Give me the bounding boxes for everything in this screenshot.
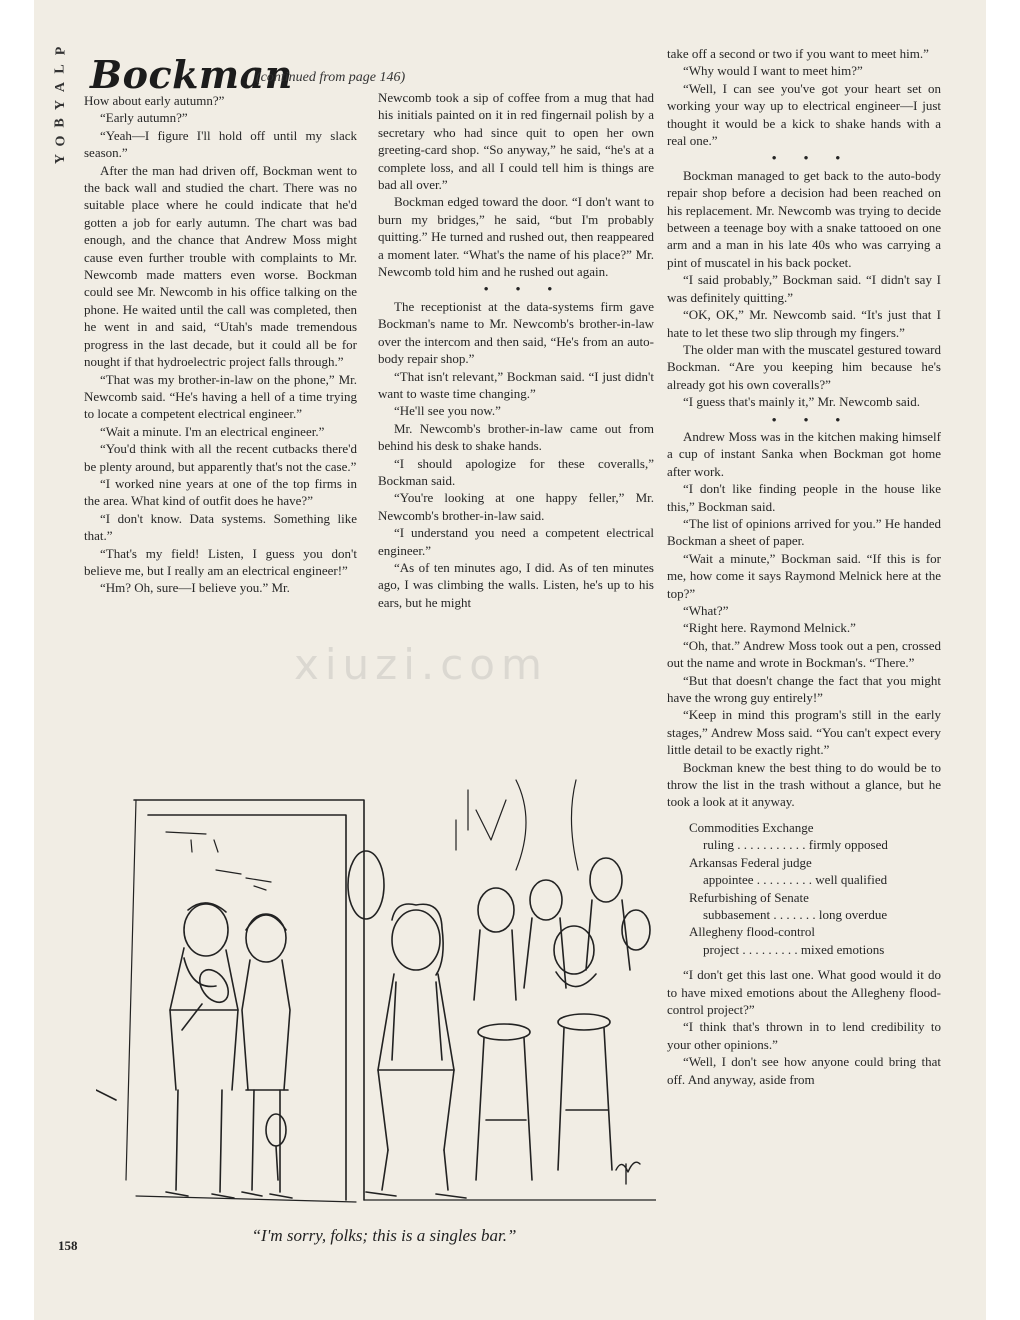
paragraph: take off a second or two if you want to meet him.” [667, 46, 929, 61]
story-title: Bockman [90, 52, 293, 97]
opinion-topic: Refurbishing of Senate [689, 889, 809, 905]
paragraph: “Well, I can see you've got your heart set on working your way up to electrical engineer—I just thought it would be a kick to shake hands with a real one.” [667, 80, 941, 149]
paragraph: “Yeah—I figure I'll hold off until my slack season.” [84, 127, 357, 161]
sidebar-letter: Y [53, 153, 68, 165]
cartoon-illustration [96, 760, 656, 1205]
opinion-list [667, 819, 941, 958]
paragraph: “Hm? Oh, sure—I believe you.” Mr. [100, 580, 290, 596]
section-break: • • • [771, 411, 853, 427]
paragraph: “The list of opinions arrived for you.” He handed Bockman a sheet of paper. [667, 515, 941, 549]
opinion-value: subbasement . . . . . . . long overdue [703, 906, 888, 922]
column-2-part-1 [378, 89, 654, 280]
page-number: 158 [58, 1238, 78, 1253]
paragraph: The receptionist at the data-systems firm gave Bockman's name to Mr. Newcomb's brother-in-law over the intercom and then said, “He's from an auto-body repair shop.” [378, 298, 654, 367]
paragraph: “I don't know. Data systems. Something like that.” [84, 510, 357, 544]
artist-signature [616, 1162, 640, 1184]
magazine-page [34, 0, 986, 1320]
door-frame [134, 800, 364, 1200]
paragraph: “Well, I don't see how anyone could bring that off. And anyway, aside from [667, 1054, 941, 1087]
paragraph: “Early autumn?” [100, 110, 188, 126]
column-2-part-2 [378, 298, 654, 611]
paragraph: “I don't get this last one. What good would it do to have mixed emotions about the Allegheny flood-control project?” [667, 967, 941, 1017]
round-window [348, 851, 384, 919]
sidebar-letter: P [53, 46, 68, 56]
text-column-3 [667, 45, 941, 1088]
paragraph: “Why would I want to meet him?” [683, 63, 863, 79]
cartoon-caption: “I'm sorry, folks; this is a singles bar.” [251, 1226, 517, 1245]
paragraph: Bockman knew the best thing to do would be to throw the list in the trash without a glance, but he took a look at it anyway. [667, 759, 941, 810]
sidebar-letter: B [53, 118, 68, 128]
bar-stools [476, 1014, 612, 1180]
paragraph: “I understand you need a competent electrical engineer.” [378, 525, 654, 558]
paragraph: “Wait a minute. I'm an electrical engineer.” [100, 423, 325, 439]
section-break: • • • [771, 150, 853, 166]
opinion-topic: Allegheny flood-control [689, 924, 815, 940]
paragraph: “As of ten minutes ago, I did. As of ten minutes ago, I was climbing the walls. Listen, he's up to his ears, but he might [378, 559, 654, 610]
paragraph: “I guess that's mainly it,” Mr. Newcomb said. [683, 394, 921, 410]
paragraph: “I think that's thrown in to lend credibility to your other opinions.” [667, 1019, 941, 1052]
paragraph: How about early autumn?” [84, 93, 225, 108]
text-column-2 [378, 89, 654, 611]
text-column-1 [84, 92, 357, 597]
paragraph: “You'd think with all the recent cutbacks there'd be plenty around, but apparently that's not the case.” [84, 441, 357, 474]
paragraph: “OK, OK,” Mr. Newcomb said. “It's just that I hate to let these two slip through my fingers.” [667, 307, 941, 340]
paragraph: Newcomb took a sip of coffee from a mug that had his initials painted on it in red fingernail polish by a secretary who had since quit to open her own greeting-card shop. “So anyway,” he said, “he's at a complete loss, and all I could tell him is things are bad all over.” [378, 90, 654, 193]
column-3-part-3 [667, 428, 941, 811]
column-3-part-4 [667, 966, 941, 1088]
bar-counter [456, 780, 578, 870]
bar-patrons [474, 858, 650, 1000]
paragraph: Bockman managed to get back to the auto-body repair shop before a decision had been reached on his replacement. Mr. Newcomb was trying to decide between a teenage boy with a snake tattooed on one arm and a man in his late 40s who was carrying a pint of muscatel in his back pocket. [667, 167, 941, 270]
tennis-player-woman [242, 914, 292, 1198]
opinion-value: appointee . . . . . . . . . well qualified [703, 872, 888, 888]
paragraph: “But that doesn't change the fact that you might have the wrong guy entirely!” [667, 672, 941, 706]
sidebar-letter: L [53, 64, 68, 74]
paragraph: “Keep in mind this program's still in the early stages,” Andrew Moss said. “You can't expect every little detail to be exactly right.” [667, 707, 941, 758]
opinion-value: ruling . . . . . . . . . . . firmly opposed [703, 837, 888, 853]
paragraph: “Right here. Raymond Melnick.” [683, 620, 856, 636]
paragraph: “Wait a minute,” Bockman said. “If this is for me, how come it says Raymond Melnick here at the top?” [667, 550, 941, 601]
opinion-topic: Commodities Exchange [689, 819, 814, 835]
paragraph: Andrew Moss was in the kitchen making himself a cup of instant Sanka when Bockman got home after work. [667, 428, 941, 479]
watermark: xiuzi.com [294, 640, 548, 689]
paragraph: “I said probably,” Bockman said. “I didn't say I was definitely quitting.” [667, 272, 941, 305]
column-3-part-1 [667, 45, 941, 149]
paragraph: The older man with the muscatel gestured toward Bockman. “Are you keeping him because he's already got his own coveralls?” [667, 341, 941, 392]
column-3-part-2 [667, 167, 941, 411]
sidebar-letter: A [53, 81, 68, 93]
section-break: • • • [483, 281, 565, 297]
paragraph: “He'll see you now.” [394, 403, 501, 419]
tennis-player-man [166, 903, 238, 1198]
paragraph: “Oh, that.” Andrew Moss took out a pen, crossed out the name and wrote in Bockman's. “There.” [667, 637, 941, 671]
opinion-value: project . . . . . . . . . mixed emotions [703, 941, 885, 957]
magazine-sidebar-label [50, 42, 72, 168]
paragraph: Mr. Newcomb's brother-in-law came out from behind his desk to shake hands. [378, 420, 654, 454]
wall-base-line [96, 1090, 116, 1100]
paragraph: “I don't like finding people in the house like this,” Bockman said. [667, 481, 941, 514]
paragraph: “What?” [683, 603, 729, 618]
sidebar-letter: O [52, 135, 68, 147]
paragraph: “I worked nine years at one of the top firms in the area. What kind of outfit does he have?” [84, 475, 357, 509]
sidebar-letter: Y [53, 99, 68, 111]
paragraph: “I should apologize for these coveralls,” Bockman said. [378, 455, 654, 488]
paragraph: After the man had driven off, Bockman went to the back wall and studied the chart. There was no suitable place where he could indicate that he'd gotten a job for early autumn. The chart was bad enough, and the chance that Andrew Moss might cause even further trouble with complaints to Mr. Newcomb made matters even worse. Bockman could see Mr. Newcomb in his office talking on the phone. He waited until the call was completed, then he went in and said, “Utah's made tremendous progress in the last decade, but it could all be for nought if that hydroelectric project falls through.” [84, 162, 357, 370]
paragraph: “You're looking at one happy feller,” Mr. Newcomb's brother-in-law said. [378, 490, 654, 523]
opinion-topic: Arkansas Federal judge [689, 854, 812, 870]
continued-note: (continued from page 146) [256, 70, 406, 85]
paragraph: “That was my brother-in-law on the phone,” Mr. Newcomb said. “He's having a hell of a time trying to locate a competent electrical engineer.” [84, 371, 357, 422]
paragraph: “That isn't relevant,” Bockman said. “I just didn't want to waste time changing.” [378, 368, 654, 401]
paragraph: “That's my field! Listen, I guess you don't believe me, but I really am an electrical engineer!” [84, 545, 357, 578]
bar-host-figure [366, 904, 466, 1198]
paragraph: Bockman edged toward the door. “I don't want to burn my bridges,” he said, “but I'm probably quitting.” He turned and rushed out, then reappeared a moment later. “What's the name of his place?” Mr. Newcomb told him and he rushed out again. [378, 194, 654, 280]
floor-lines [136, 1196, 656, 1202]
